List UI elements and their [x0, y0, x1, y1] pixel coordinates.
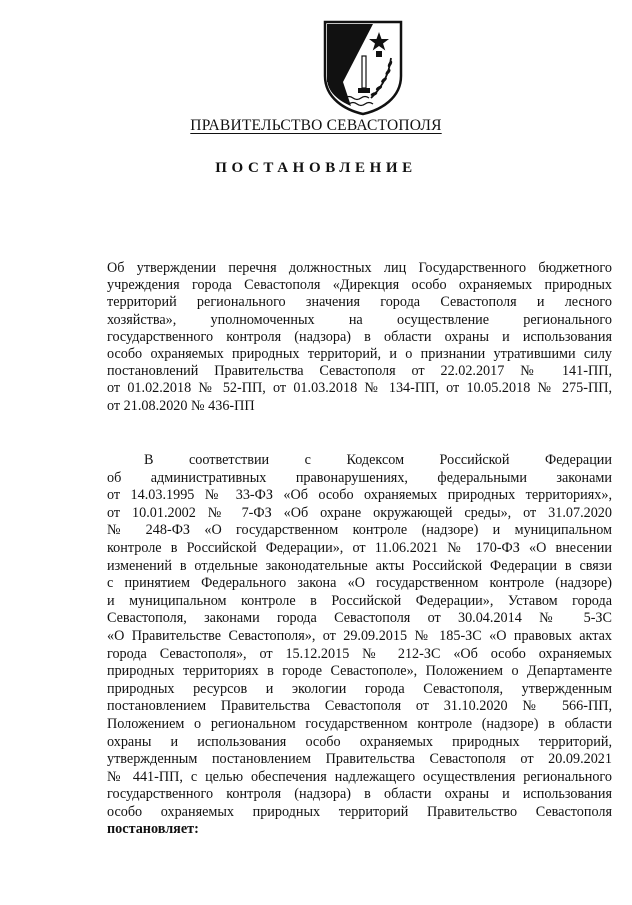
document-subject: [107, 260, 612, 415]
subject-line: хозяйства», уполномоченных на осуществление регионального: [107, 311, 612, 328]
body-line: «О Правительстве Севастополя», от 29.09.2015 № 185-ЗС «О правовых актах: [107, 627, 612, 644]
subject-line: от 21.08.2020 № 436-ПП: [107, 397, 255, 414]
body-line: изменений в отдельные законодательные акты Российской Федерации в связи: [107, 557, 612, 574]
subject-line: постановлений Правительства Севастополя от 22.02.2017 № 141-ПП,: [107, 363, 612, 380]
body-line: об административных правонарушениях, федеральными законами: [107, 469, 612, 486]
body-line: № 441-ПП, с целью обеспечения надлежащего осуществления регионального: [107, 768, 612, 785]
resolves-keyword: постановляет:: [107, 821, 199, 838]
subject-line: Об утверждении перечня должностных лиц Государственного бюджетного: [107, 260, 612, 276]
body-line: государственного контроля (надзора) в области охраны и использования: [107, 786, 612, 803]
preamble-paragraph: [107, 452, 612, 839]
body-line: природных ресурсов и экологии города Севастополя, утвержденным: [107, 680, 612, 697]
subject-line: от 01.02.2018 № 52-ПП, от 01.03.2018 № 134-ПП, от 10.05.2018 № 275-ПП,: [107, 380, 612, 397]
subject-line: учреждения города Севастополя «Дирекция особо охраняемых природных: [107, 277, 612, 294]
subject-line: особо охраняемых природных территорий, и о признании утратившими силу: [107, 346, 612, 363]
body-line: от 10.01.2002 № 7-ФЗ «Об охране окружающей среды», от 31.07.2020: [107, 504, 612, 521]
body-line: особо охраняемых природных территорий Правительство Севастополя: [107, 803, 612, 820]
document-type-title: ПОСТАНОВЛЕНИЕ: [215, 160, 417, 176]
coat-of-arms-emblem: [321, 18, 405, 116]
organization-name: ПРАВИТЕЛЬСТВО СЕВАСТОПОЛЯ: [190, 117, 442, 134]
subject-line: территорий регионального значения города Севастополя и лесного: [107, 294, 612, 311]
body-line: утвержденным постановлением Правительства Севастополя от 20.09.2021: [107, 751, 612, 768]
body-line: постановлением Правительства Севастополя от 31.10.2020 № 566-ПП,: [107, 698, 612, 715]
subject-line: государственного контроля (надзора) в области охраны и использования: [107, 328, 612, 345]
body-line: от 14.03.1995 № 33-ФЗ «Об особо охраняемых природных территориях»,: [107, 487, 612, 504]
body-line: и муниципальном контроле в Российской Федерации», Уставом города: [107, 592, 612, 609]
body-line: Севастополя, законами города Севастополя от 30.04.2014 № 5-ЗС: [107, 610, 612, 627]
body-line: с принятием Федерального закона «О государственном контроле (надзоре): [107, 575, 612, 592]
body-line: В соответствии с Кодексом Российской Федерации: [144, 452, 612, 468]
body-line: города Севастополя», от 15.12.2015 № 212-ЗС «Об особо охраняемых: [107, 645, 612, 662]
body-line: № 248-ФЗ «О государственном контроле (надзоре) и муниципальном: [107, 522, 612, 539]
body-line: природных территориях в городе Севастополе», Положением о Департаменте: [107, 663, 612, 680]
body-line: Положением о региональном государственном контроле (надзоре) в области: [107, 715, 612, 732]
body-line: охраны и использования особо охраняемых природных территорий,: [107, 733, 612, 750]
body-line: контроле в Российской Федерации», от 11.06.2021 № 170-ФЗ «О внесении: [107, 539, 612, 556]
